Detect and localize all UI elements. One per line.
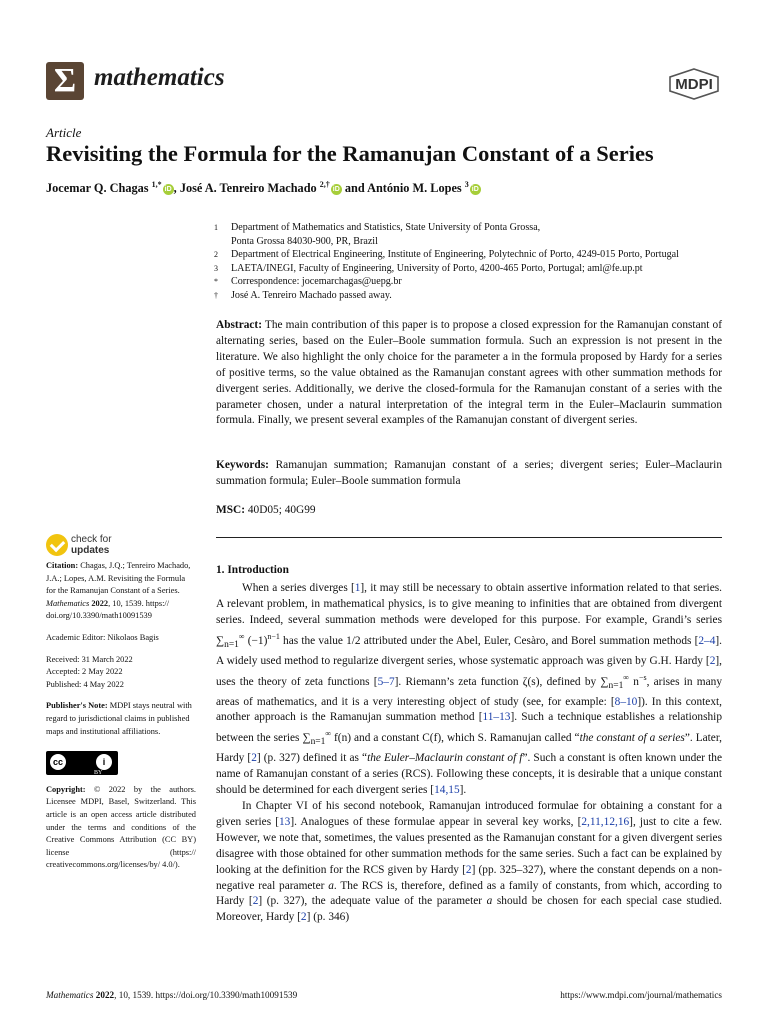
- copyright: Copyright: © 2022 by the authors. Licensee MDPI, Basel, Switzerland. This article is an open access article distributed under the terms and conditions of the Creative Commons Attribution (CC BY) license (https:// creativecommons.org/licenses/by/ 4.0/).: [46, 784, 197, 870]
- check-for-updates-button[interactable]: check for updates: [46, 533, 146, 558]
- check-icon: [46, 534, 68, 556]
- orcid-icon[interactable]: iD: [332, 186, 340, 194]
- orcid-icon[interactable]: iD: [164, 186, 172, 194]
- footer-citation: Mathematics 2022, 10, 1539. https://doi.org/10.3390/math10091539: [46, 990, 298, 1000]
- author-name: José A. Tenreiro Machado: [179, 181, 317, 196]
- citation: Citation: Chagas, J.Q.; Tenreiro Machado, J.A.; Lopes, A.M. Revisiting the Formula for the Ramanujan Constant of a Series. Mathematics 2022, 10, 1539. https:// doi.org/10.3390/math10091539: [46, 561, 191, 621]
- author-list: Jocemar Q. Chagas $^{1,*}$iD , José A. Tenreiro Machado $^{2,\dagger}$iD and António M. Lopes $^3$iD: [46, 180, 479, 196]
- journal-logo: Σ: [46, 62, 84, 100]
- article-type: Article: [46, 125, 82, 140]
- received-date: Received: 31 March 2022: [46, 654, 133, 664]
- page-title: Revisiting the Formula for the Ramanujan Constant of a Series: [46, 141, 654, 166]
- keywords: Keywords: Ramanujan summation; Ramanujan constant of a series; divergent series; Euler–Maclaurin summation formula; Euler–Boole summation formula: [216, 459, 722, 487]
- academic-editor: Academic Editor: Nikolaos Bagis: [46, 632, 159, 642]
- footer-journal-link[interactable]: https://www.mdpi.com/journal/mathematics: [560, 990, 722, 1000]
- affiliations: 1 Department of Mathematics and Statistics, State University of Ponta Grossa, Ponta Grossa 84030-900, PR, Brazil 2 Department of Electrical Engineering, Institute of Engineering, Polytechnic of Porto, 4249-015 Porto, Portugal 3 LAETA/INEGI, Faculty of Engineering, University of Porto, 4200-465 Porto, Portugal; aml@fe.up.pt * Correspondence: jocemarchagas@uepg.br † José A. Tenreiro Machado passed away.: [214, 222, 679, 301]
- msc-codes: MSC: 40D05; 40G99: [216, 504, 316, 516]
- author-name: António M. Lopes: [367, 181, 462, 196]
- accepted-date: Accepted: 2 May 2022: [46, 667, 123, 677]
- publisher-note: Publisher's Note: MDPI stays neutral with regard to jurisdictional claims in published maps and institutional affiliations.: [46, 701, 192, 736]
- published-date: Published: 4 May 2022: [46, 679, 124, 689]
- cc-by-license-icon[interactable]: cc i BY: [46, 751, 118, 775]
- orcid-icon[interactable]: iD: [471, 186, 479, 194]
- journal-name: mathematics: [94, 64, 225, 91]
- sidebar: [46, 560, 196, 881]
- mdpi-logo: MDPI: [668, 68, 720, 100]
- author-name: Jocemar Q. Chagas: [46, 181, 149, 196]
- body-text: When a series diverges [1], it may still be necessary to obtain assertive information related to that series. A relevant problem, in mathematical physics, is to give meaning to infinities that are obtained from divergent series. Indeed, several summation methods were developed for this purpose. For example, Grandi’s series $\sum_{n=1}^\infty$ $(-1)^{n-1}$ has the value 1/2 attributed under the Abel, Euler, Cesàro, and Borel summation methods [2–4]. A widely used method to regularize divergent series, whose systematic approach was given by G.H. Hardy [2], uses the theory of zeta functions [5–7]. Riemann’s zeta function ζ(s), defined by $\sum_{n=1}^\infty$ $n^{-s}$, arises in many areas of mathematics, and it is a very interesting object of study (see, for example: [8–10]). In this context, another approach is the Ramanujan summation method [11–13]. Such a technique establishes a relationship between the series $\sum_{n=1}^\infty$ f(n) and a constant C(f), which S. Ramanujan called “the constant of a series”. Later, Hardy [2] (p. 327) defined it as “the Euler–Maclaurin constant of f”. Such a constant is often known under the name of Ramanujan constant of a series (RCS). Following these concepts, it is desirable that a unique constant should be determined for each divergent series [14,15]. In Chapter VI of his second notebook, Ramanujan introduced formulae for obtaining a constant for a given series [13]. Analogues of these formulae appear in several key works, [2,11,12,16], just to cite a few. However, we note that, sometimes, the values presented as the Ramanujan constant for a given divergent series disagree with those obtained for other summation methods for the same series. Such a fact can be explained by looking at the definition for the RCS given by Hardy [2] (pp. 325–327), where the constant depends on a non-negative real parameter a. The RCS is, therefore, defined as a family of constants, from which, according to Hardy [2] (p. 327), the adequate value of the parameter a should be chosen for each special case studied. Moreover, Hardy [2] (p. 346): [216, 582, 723, 924]
- abstract: Abstract: The main contribution of this paper is to propose a closed expression for the Ramanujan constant of alternating series, based on the Euler–Boole summation formula. Such an expression is not present in the literature. We also highlight the only choice for the parameter a in the formula proposed by Hardy for a series of positive terms, so the value obtained as the Ramanujan constant agrees with other summation methods for divergent series. Additionally, we derive the closed-formula for the Ramanujan constant of a series with the parameter chosen, under a natural interpretation of the integral term in the Euler–Maclaurin summation formula. Finally, we present several examples of the Ramanujan constant of divergent series.: [216, 319, 722, 427]
- divider: [216, 537, 722, 538]
- section-heading: 1. Introduction: [216, 564, 289, 576]
